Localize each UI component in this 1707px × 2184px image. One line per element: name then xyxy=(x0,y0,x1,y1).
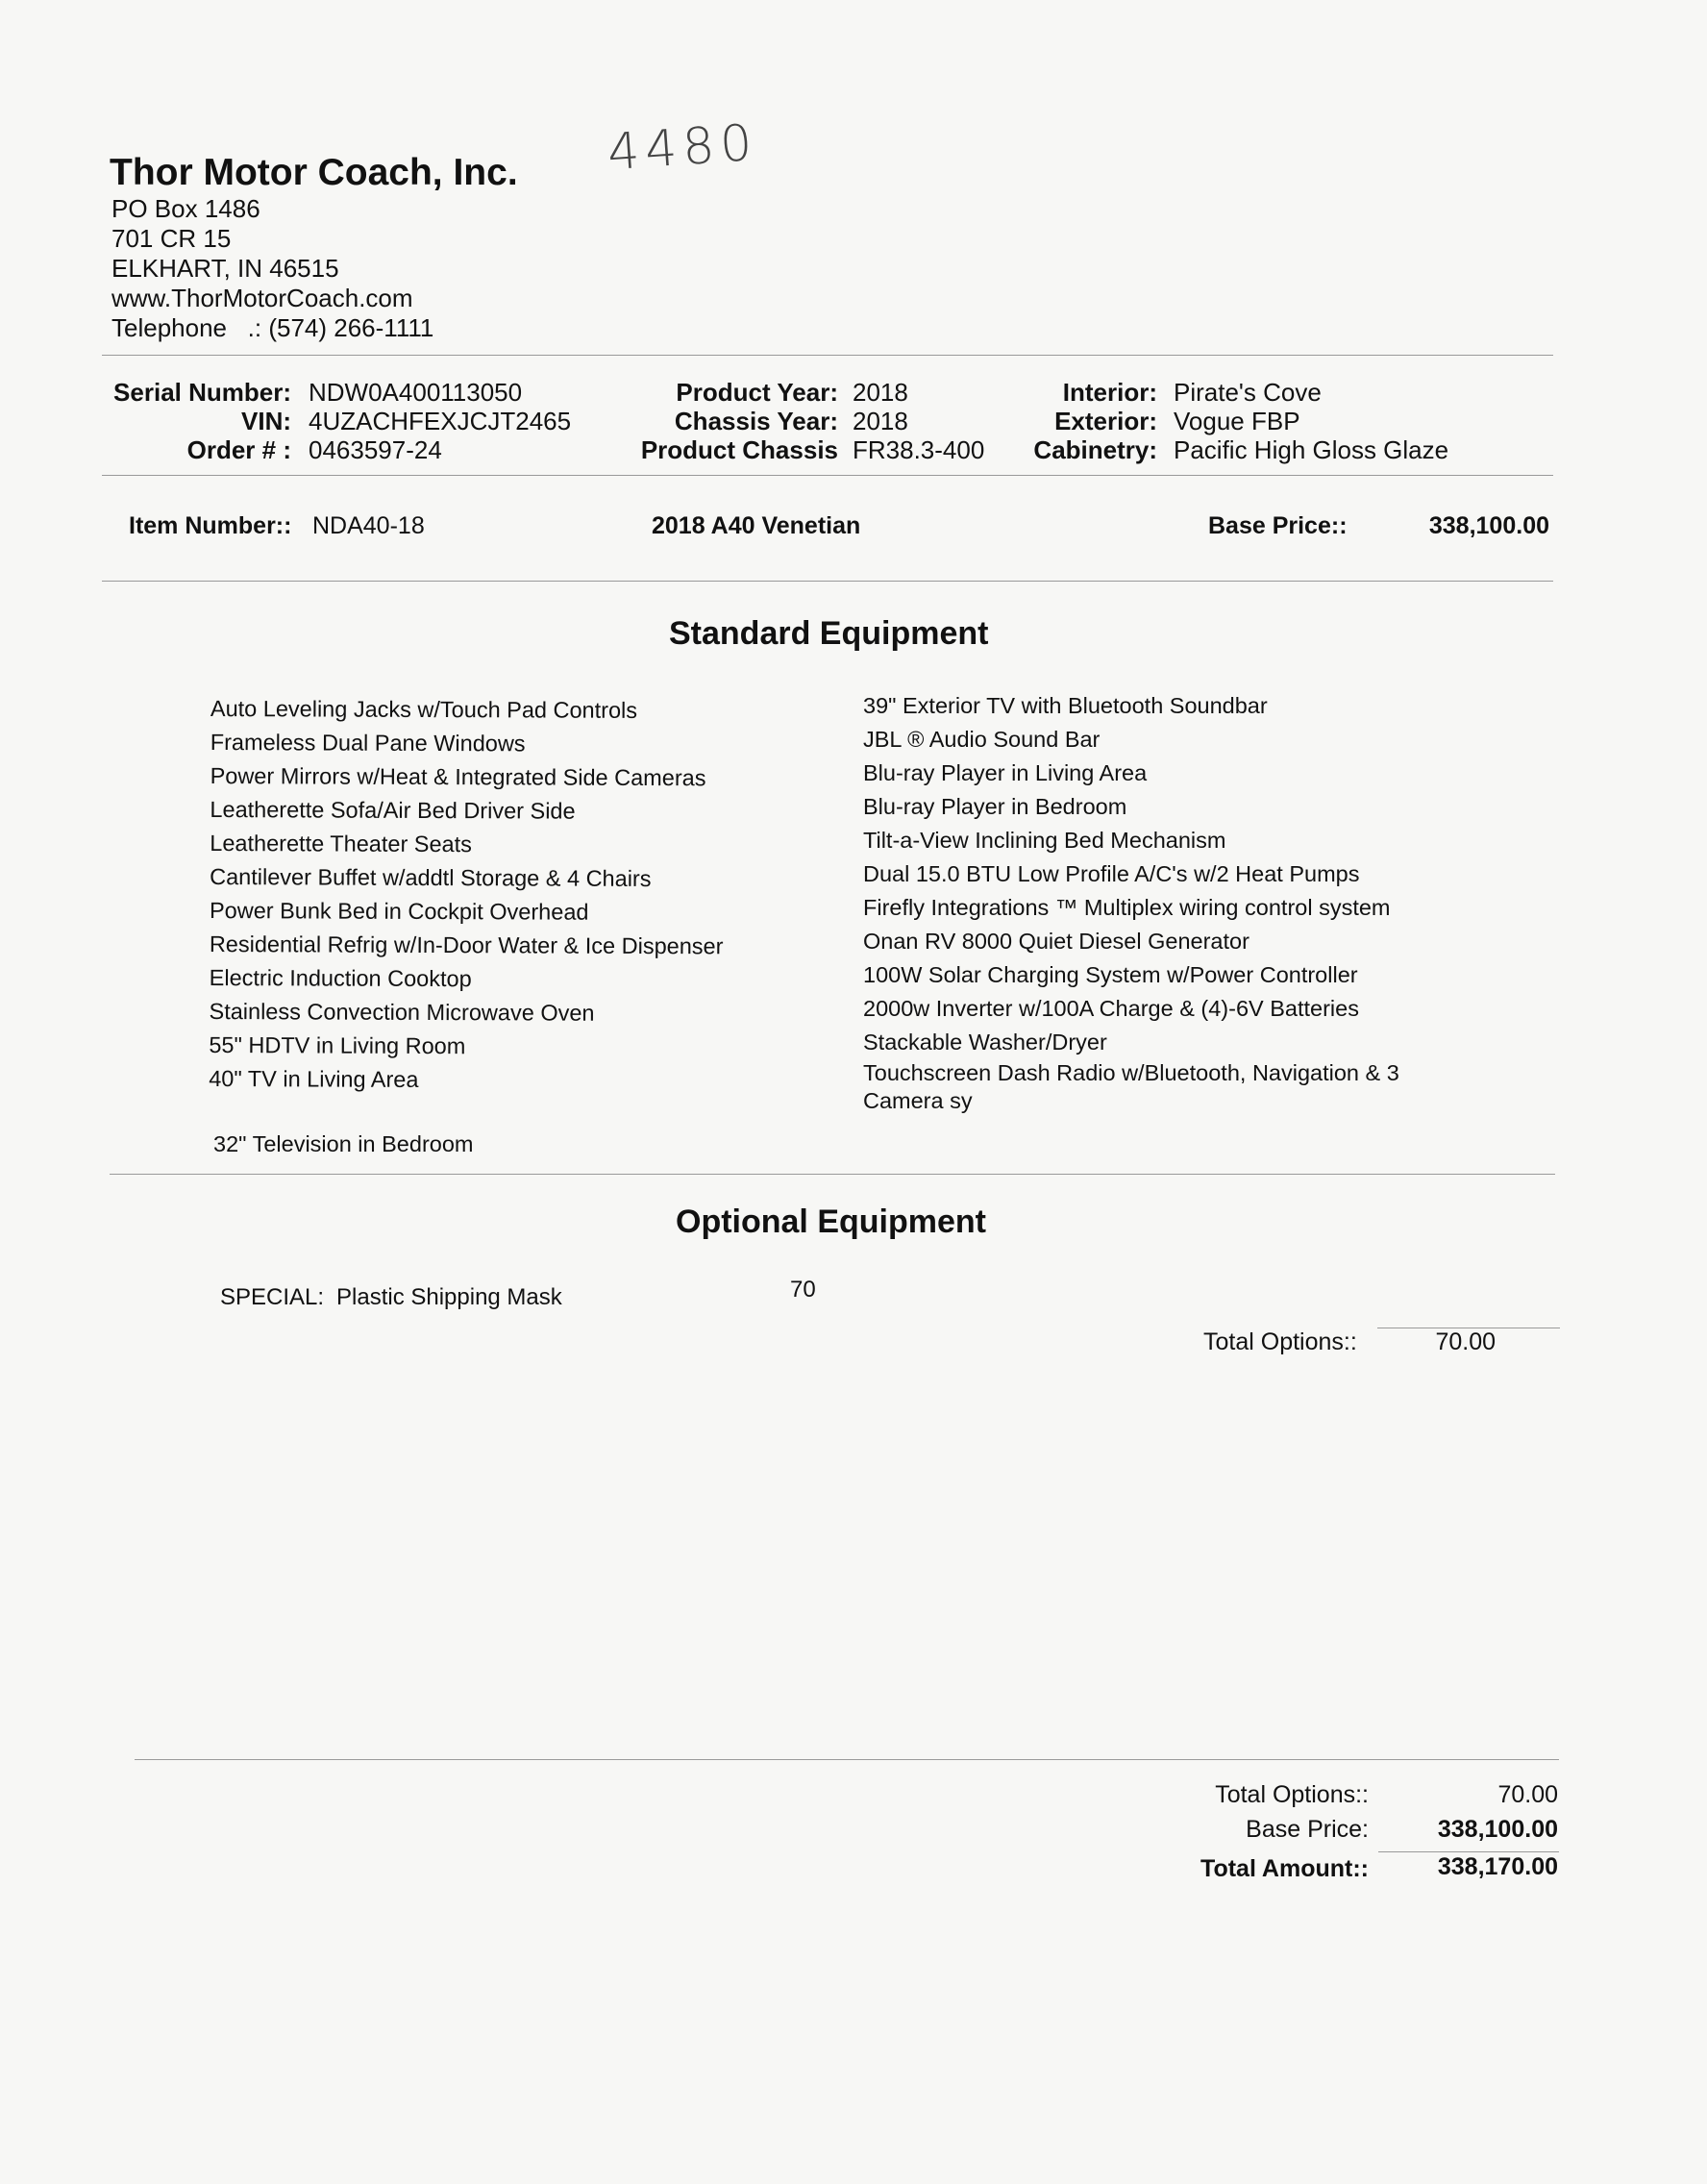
cabinetry-label: Cabinetry: xyxy=(1033,435,1157,464)
list-item: Touchscreen Dash Radio w/Bluetooth, Navigation & 3 Camera sy xyxy=(863,1060,1399,1113)
list-item: 100W Solar Charging System w/Power Controller xyxy=(863,962,1358,987)
interior-value: Pirate's Cove xyxy=(1174,378,1322,407)
item-number-label: Item Number:: xyxy=(129,512,292,539)
address-line: Telephone .: (574) 266-1111 xyxy=(111,313,434,342)
list-item: Electric Induction Cooktop xyxy=(209,964,472,992)
summary-total-options-value: 70.00 xyxy=(1497,1781,1558,1808)
list-item: Leatherette Sofa/Air Bed Driver Side xyxy=(210,796,576,824)
list-item: 39" Exterior TV with Bluetooth Soundbar xyxy=(863,693,1268,718)
product-year-value: 2018 xyxy=(853,378,908,407)
vin-label: VIN: xyxy=(241,407,291,435)
optional-item-label: SPECIAL: xyxy=(220,1284,325,1310)
list-item: Tilt-a-View Inclining Bed Mechanism xyxy=(863,828,1226,853)
company-name: Thor Motor Coach, Inc. xyxy=(110,152,518,193)
summary-total-options-label: Total Options:: xyxy=(1215,1781,1369,1808)
base-price-value: 338,100.00 xyxy=(1428,512,1549,539)
list-item: JBL ® Audio Sound Bar xyxy=(863,727,1101,752)
standard-equipment-title: Standard Equipment xyxy=(669,615,989,652)
exterior-label: Exterior: xyxy=(1054,407,1157,435)
list-item: Power Mirrors w/Heat & Integrated Side Cameras xyxy=(210,762,706,791)
chassis-year-label: Chassis Year: xyxy=(674,407,838,435)
order-value: 0463597-24 xyxy=(309,435,442,464)
serial-label: Serial Number: xyxy=(113,378,291,407)
address-line: PO Box 1486 xyxy=(111,194,260,223)
list-item: Dual 15.0 BTU Low Profile A/C's w/2 Heat Pumps xyxy=(863,861,1360,886)
total-options-label: Total Options:: xyxy=(1203,1328,1357,1355)
serial-value: NDW0A400113050 xyxy=(309,378,523,407)
list-item: Power Bunk Bed in Cockpit Overhead xyxy=(209,897,589,925)
divider xyxy=(102,475,1553,476)
product-year-label: Product Year: xyxy=(676,378,838,407)
product-chassis-value: FR38.3-400 xyxy=(853,435,985,464)
list-item: Firefly Integrations ™ Multiplex wiring control system xyxy=(863,895,1391,920)
address-line: ELKHART, IN 46515 xyxy=(111,254,339,283)
list-item: 2000w Inverter w/100A Charge & (4)-6V Batteries xyxy=(863,996,1359,1021)
exterior-value: Vogue FBP xyxy=(1174,407,1300,435)
list-item: Frameless Dual Pane Windows xyxy=(210,729,526,757)
list-item: 32" Television in Bedroom xyxy=(213,1131,474,1156)
list-item: Onan RV 8000 Quiet Diesel Generator xyxy=(863,929,1249,954)
handwritten-annotation: 4480 xyxy=(606,113,760,183)
divider xyxy=(102,355,1553,356)
divider xyxy=(110,1174,1555,1175)
cabinetry-value: Pacific High Gloss Glaze xyxy=(1174,435,1449,464)
list-item: Residential Refrig w/In-Door Water & Ice Dispenser xyxy=(209,931,724,959)
product-chassis-label: Product Chassis xyxy=(640,435,838,464)
optional-item-description: Plastic Shipping Mask xyxy=(336,1284,562,1310)
chassis-year-value: 2018 xyxy=(853,407,908,435)
divider xyxy=(135,1759,1559,1760)
divider xyxy=(102,581,1553,582)
list-item: Blu-ray Player in Living Area xyxy=(863,760,1148,785)
list-item: Cantilever Buffet w/addtl Storage & 4 Chairs xyxy=(210,863,652,892)
list-item: 40" TV in Living Area xyxy=(209,1065,419,1092)
list-item: Stackable Washer/Dryer xyxy=(863,1030,1107,1055)
list-item: Blu-ray Player in Bedroom xyxy=(863,794,1127,819)
vin-value: 4UZACHFEXJCJT2465 xyxy=(309,407,572,435)
total-amount-rule xyxy=(1378,1851,1559,1852)
list-item: Stainless Convection Microwave Oven xyxy=(209,998,595,1026)
base-price-label: Base Price:: xyxy=(1208,512,1348,539)
order-label: Order # : xyxy=(186,435,291,464)
interior-label: Interior: xyxy=(1062,378,1157,407)
summary-base-price-label: Base Price: xyxy=(1246,1816,1369,1843)
optional-equipment-title: Optional Equipment xyxy=(676,1204,986,1240)
address-line: 701 CR 15 xyxy=(111,224,232,253)
address-line: www.ThorMotorCoach.com xyxy=(111,284,413,312)
standard-equipment-right xyxy=(863,689,1440,1115)
list-item: Leatherette Theater Seats xyxy=(210,830,472,857)
summary-base-price-value: 338,100.00 xyxy=(1437,1816,1558,1843)
standard-equipment-left xyxy=(209,692,724,1098)
list-item: 55" HDTV in Living Room xyxy=(209,1031,466,1059)
list-item: Auto Leveling Jacks w/Touch Pad Controls xyxy=(210,695,638,723)
summary-total-amount-value: 338,170.00 xyxy=(1437,1853,1558,1880)
company-address xyxy=(111,194,433,343)
item-number-value: NDA40-18 xyxy=(312,512,425,539)
summary-total-amount-label: Total Amount:: xyxy=(1200,1855,1369,1882)
optional-item-price: 70 xyxy=(790,1277,816,1303)
model-name: 2018 A40 Venetian xyxy=(652,512,861,539)
total-options-value: 70.00 xyxy=(1435,1328,1496,1355)
